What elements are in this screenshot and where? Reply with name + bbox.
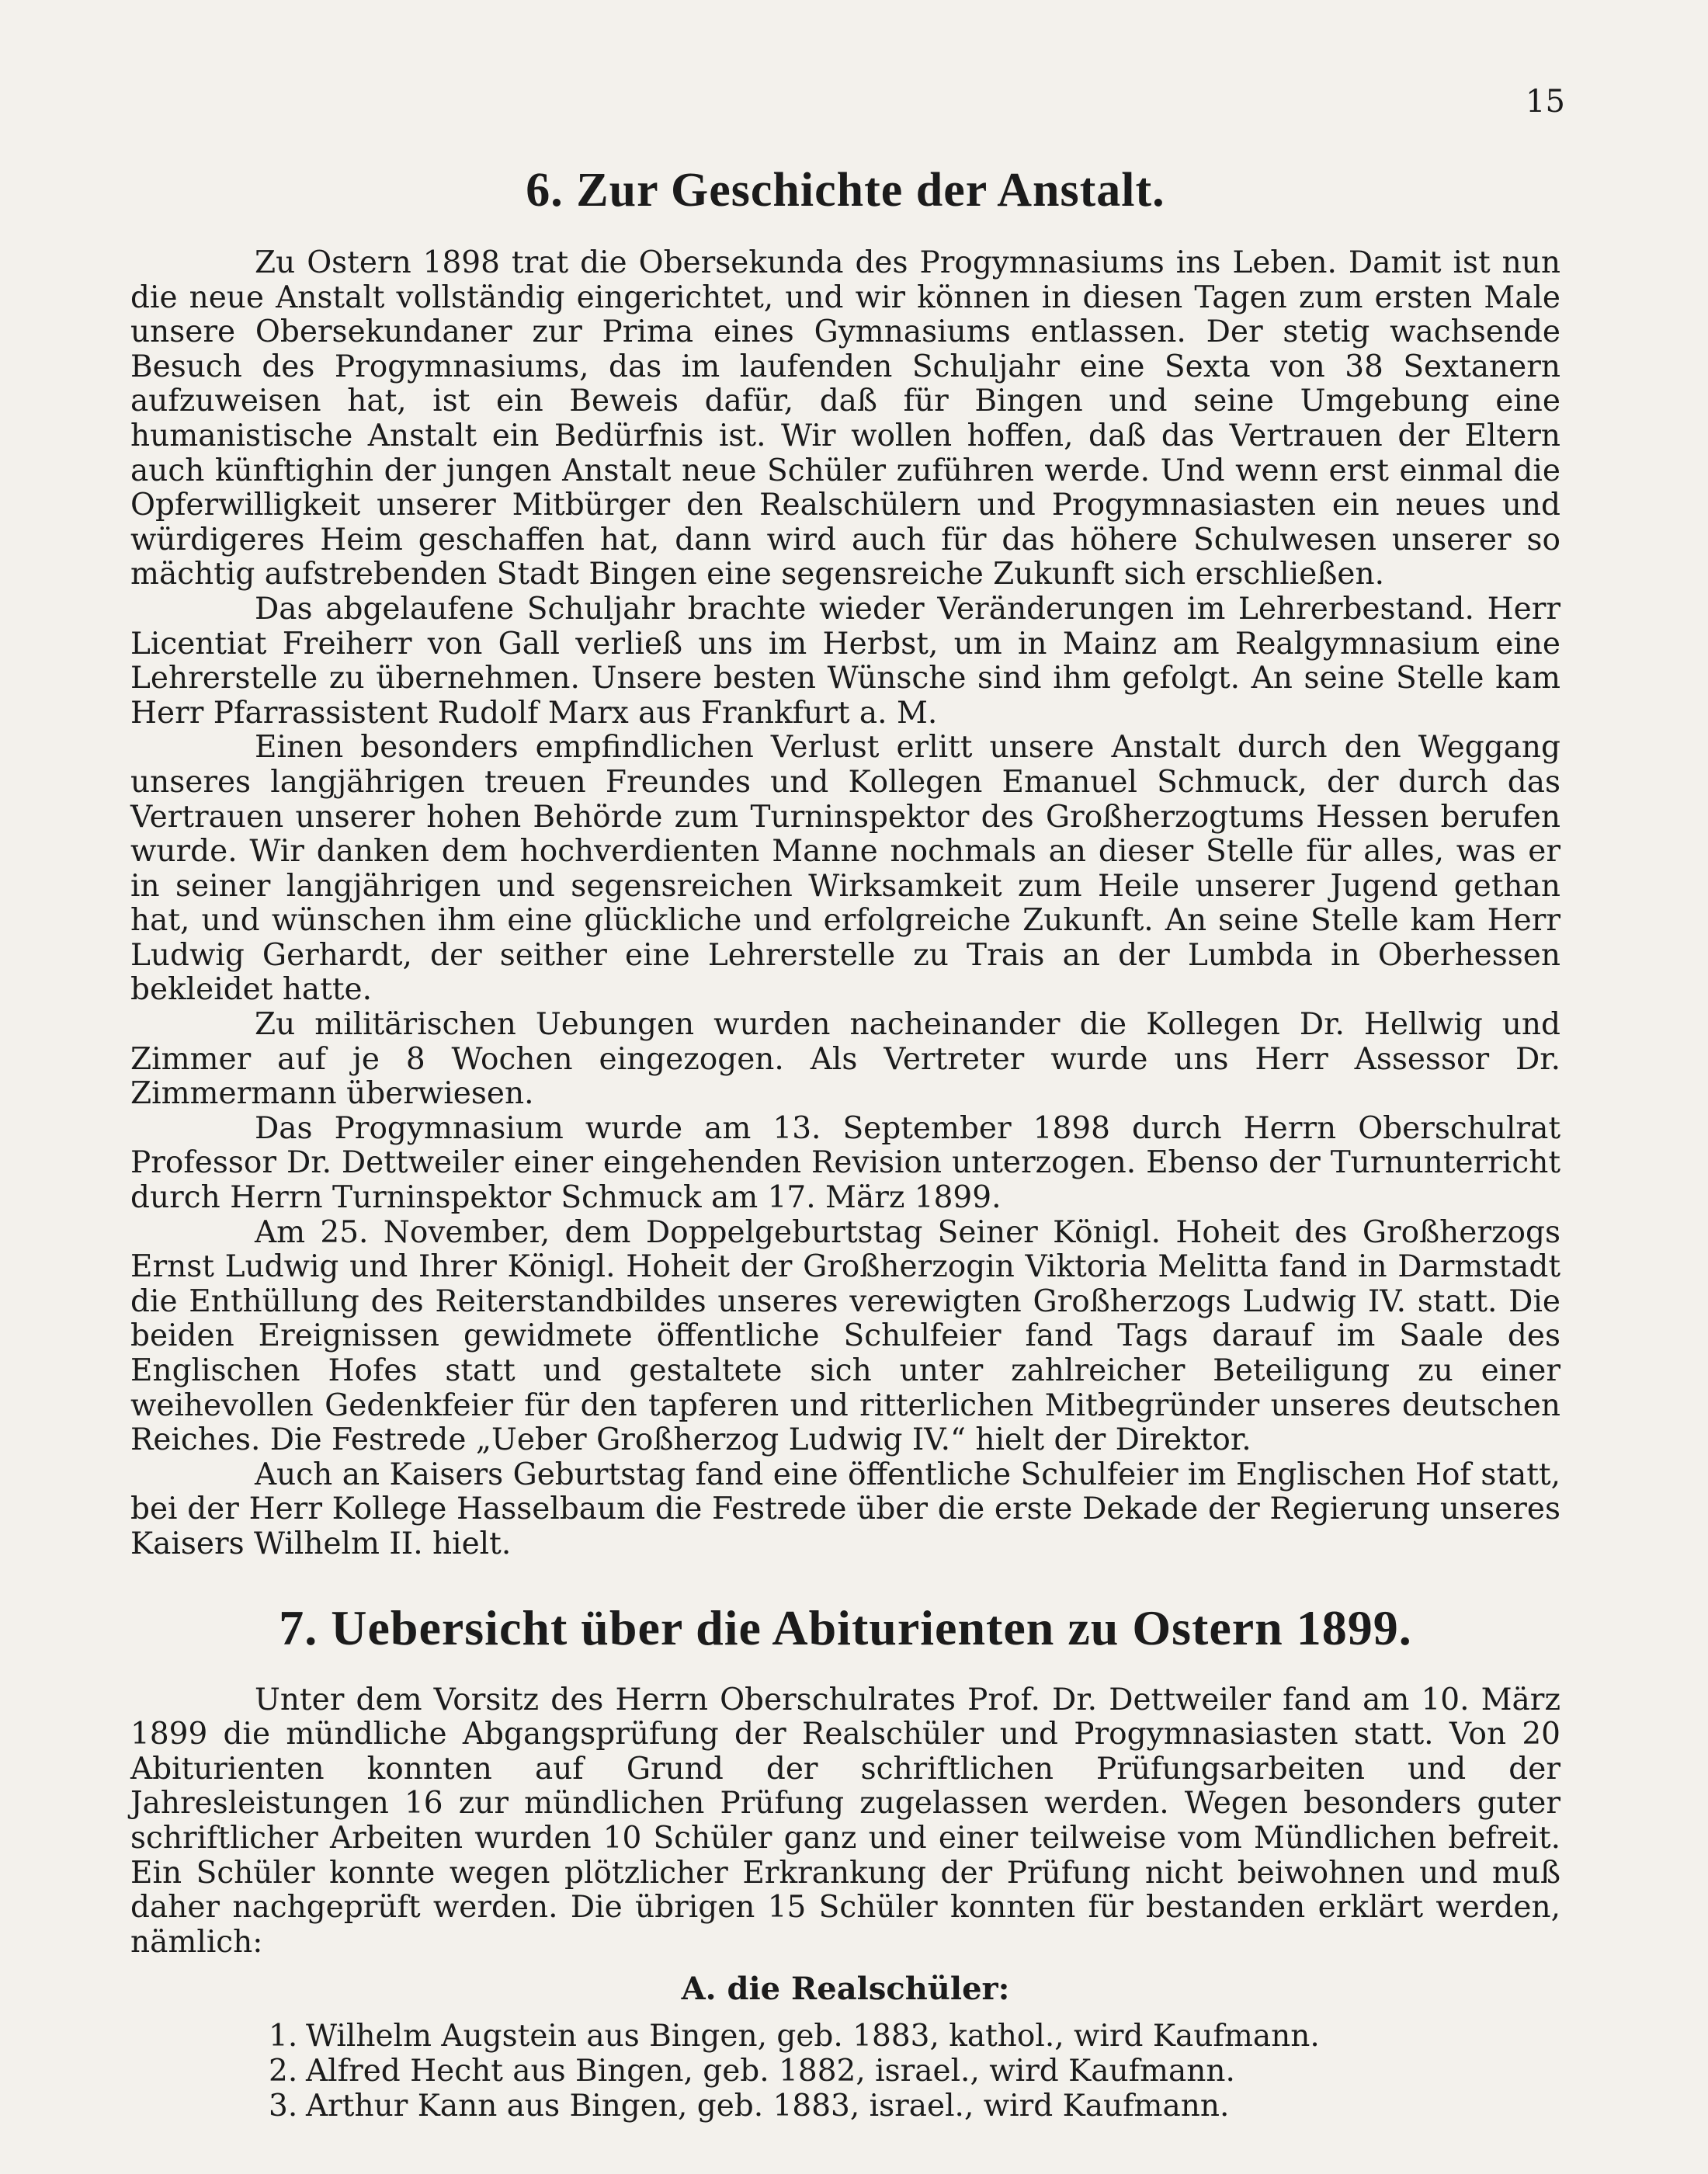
section-7-paragraph: Unter dem Vorsitz des Herrn Oberschulrates Prof. Dr. Dettweiler fand am 10. März 1899 die mündliche Abgangsprüfung der Realschüler und Progymnasiasten statt. Von 20 Abiturienten konnten auf Grund der schriftlichen Prüfungsarbeiten und der Jahresleistungen 16 zur mündlichen Prüfung zugelassen werden. Wegen besonders guter schriftlicher Arbeiten wurden 10 Schüler ganz und einer teilweise vom Mündlichen befreit. Ein Schüler konnte wegen plötzlicher Erkrankung der Prüfung nicht beiwohnen und muß daher nachgeprüft werden. Die übrigen 15 Schüler konnten für bestanden erklärt werden, nämlich: — [130, 1682, 1560, 1960]
section-6-paragraph-7: Auch an Kaisers Geburtstag fand eine öffentliche Schulfeier im Englischen Hof statt, bei der Herr Kollege Hasselbaum die Festrede über die erste Dekade der Regierung unseres Kaisers Wilhelm II. hielt. — [130, 1457, 1560, 1561]
section-6-paragraph-3: Einen besonders empfindlichen Verlust erlitt unsere Anstalt durch den Weggang unseres langjährigen treuen Freundes und Kollegen Emanuel Schmuck, der durch das Vertrauen unserer hohen Behörde zum Turninspektor des Großherzogtums Hessen berufen wurde. Wir danken dem hochverdienten Manne nochmals an dieser Stelle für alles, was er in seiner langjährigen und segensreichen Wirksamkeit zum Heile unserer Jugend gethan hat, und wünschen ihm eine glückliche und erfolgreiche Zukunft. An seine Stelle kam Herr Ludwig Gerhardt, der seither eine Lehrerstelle zu Trais an der Lumbda in Oberhessen bekleidet hatte. — [130, 730, 1560, 1008]
page-content — [130, 155, 1560, 2124]
list-item-text: Arthur Kann aus Bingen, geb. 1883, israel., wird Kaufmann. — [306, 2088, 1230, 2124]
list-item-text: Alfred Hecht aus Bingen, geb. 1882, israel., wird Kaufmann. — [306, 2053, 1235, 2089]
list-item — [269, 2019, 1560, 2054]
graduates-list — [130, 2019, 1560, 2124]
section-6-paragraph-1: Zu Ostern 1898 trat die Obersekunda des Progymnasiums ins Leben. Damit ist nun die neue Anstalt vollständig eingerichtet, und wir können in diesen Tagen zum ersten Male unsere Obersekundaner zur Prima eines Gymnasiums entlassen. Der stetig wachsende Besuch des Progymnasiums, das im laufenden Schuljahr eine Sexta von 38 Sextanern aufzuweisen hat, ist ein Beweis dafür, daß für Bingen und seine Umgebung eine humanistische Anstalt ein Bedürfnis ist. Wir wollen hoffen, daß das Vertrauen der Eltern auch künftighin der jungen Anstalt neue Schüler zuführen werde. Und wenn erst einmal die Opferwilligkeit unserer Mitbürger den Realschülern und Progymnasiasten ein neues und würdigeres Heim geschaffen hat, dann wird auch für das höhere Schulwesen unserer so mächtig aufstrebenden Stadt Bingen eine segensreiche Zukunft sich erschließen. — [130, 245, 1560, 592]
list-item-number: 1. — [269, 2019, 298, 2054]
list-item — [269, 2054, 1560, 2089]
section-6-heading: 6. Zur Geschichte der Anstalt. — [526, 164, 1165, 217]
section-7-heading: 7. Uebersicht über die Abiturienten zu Ostern 1899. — [279, 1599, 1412, 1655]
list-item-number: 3. — [269, 2088, 298, 2124]
list-item-number: 2. — [269, 2053, 298, 2089]
list-item-text: Wilhelm Augstein aus Bingen, geb. 1883, kathol., wird Kaufmann. — [306, 2019, 1320, 2054]
page-number: 15 — [1526, 84, 1565, 120]
section-6-paragraph-4: Zu militärischen Uebungen wurden nacheinander die Kollegen Dr. Hellwig und Zimmer auf je 8 Wochen eingezogen. Als Vertreter wurde uns Herr Assessor Dr. Zimmermann überwiesen. — [130, 1007, 1560, 1112]
section-6-paragraph-2: Das abgelaufene Schuljahr brachte wieder Veränderungen im Lehrerbestand. Herr Licentiat Freiherr von Gall verließ uns im Herbst, um in Mainz am Realgymnasium eine Lehrerstelle zu übernehmen. Unsere besten Wünsche sind ihm gefolgt. An seine Stelle kam Herr Pfarrassistent Rudolf Marx aus Frankfurt a. M. — [130, 591, 1560, 731]
section-6-paragraph-5: Das Progymnasium wurde am 13. September 1898 durch Herrn Oberschulrat Professor Dr. Dettweiler einer eingehenden Revision unterzogen. Ebenso der Turnunterricht durch Herrn Turninspektor Schmuck am 17. März 1899. — [130, 1110, 1560, 1216]
section-6-paragraph-6: Am 25. November, dem Doppelgeburtstag Seiner Königl. Hoheit des Großherzogs Ernst Ludwig und Ihrer Königl. Hoheit der Großherzogin Viktoria Melitta fand in Darmstadt die Enthüllung des Reiterstandbildes unseres verewigten Großherzogs Ludwig IV. statt. Die beiden Ereignissen gewidmete öffentliche Schulfeier fand Tags darauf im Saale des Englischen Hofes statt und gestaltete sich unter zahlreicher Beteiligung zu einer weihevollen Gedenkfeier für den tapferen und ritterlichen Mitbegründer unseres deutschen Reiches. Die Festrede „Ueber Großherzog Ludwig IV.“ hielt der Direktor. — [130, 1214, 1560, 1458]
list-item — [269, 2089, 1560, 2124]
section-7-subheading: A. die Realschüler: — [681, 1971, 1010, 2008]
